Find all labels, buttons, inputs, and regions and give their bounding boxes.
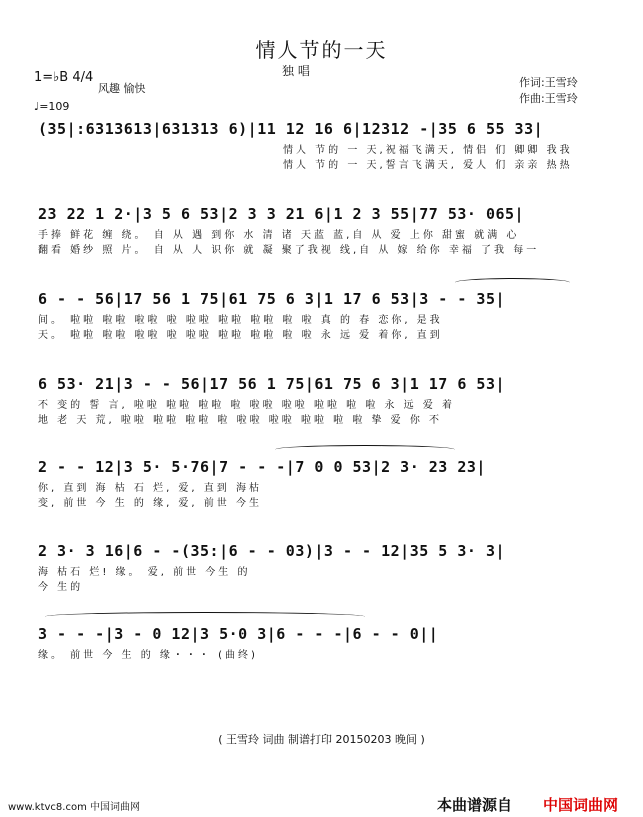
score-row-5 <box>38 458 613 509</box>
lyricist: 作词:王雪玲 <box>519 76 578 89</box>
lyric-row-4a: 不 变的 誓 言, 啦啦 啦啦 啦啦 啦 啦啦 啦啦 啦啦 啦 啦 永 远 爱 着 <box>38 400 456 411</box>
lyric-row-6b: 今 生的 <box>38 582 84 593</box>
page-title: 情人节的一天 <box>255 38 388 62</box>
notes-row-1: (35|:6313613|631313 6)|11 12 16 6|12312 -|35 6 55 33| <box>38 120 544 138</box>
lyric-row-6a: 海 枯石 烂! 缘。 爱, 前世 今生 的 <box>38 567 251 578</box>
site-watermark-left: www.ktvc8.com 中国词曲网 <box>8 802 141 813</box>
notes-row-7: 3 - - -|3 - 0 12|3 5·0 3|6 - - -|6 - - 0|| <box>38 625 439 643</box>
site-brand: 中国词曲网 <box>543 796 619 814</box>
notes-row-4: 6 53· 21|3 - - 56|17 56 1 75|61 75 6 3|1 17 6 53| <box>38 375 506 393</box>
slur-mark <box>45 612 365 621</box>
lyric-row-7a: 缘。 前世 今 生 的 缘・・・ (曲终) <box>38 650 258 661</box>
lyric-row-2b: 翻看 婚纱 照 片。 自 从 人 识你 就 凝 聚了我视 线,自 从 嫁 给你 幸福 了我 每一 <box>38 245 540 256</box>
tempo-marking: ♩=109 <box>34 100 70 113</box>
notes-row-5: 2 - - 12|3 5· 5·76|7 - - -|7 0 0 53|2 3· 23 23| <box>38 458 486 476</box>
lyric-row-2a: 手捧 鲜花 缠 绕。 自 从 遇 到你 水 清 诸 天蓝 蓝,自 从 爱 上你 甜蜜 就满 心 <box>38 230 520 241</box>
composer: 作曲:王雪玲 <box>519 92 578 105</box>
notes-row-3: 6 - - 56|17 56 1 75|61 75 6 3|1 17 6 53|3 - - 35| <box>38 290 506 308</box>
lyric-row-1b: 情人 节的 一 天,誓言飞满天, 爱人 们 亲亲 热热 <box>283 160 573 171</box>
source-label: 本曲谱源自 <box>437 796 513 814</box>
score-row-2 <box>38 205 613 256</box>
notes-row-2: 23 22 1 2·|3 5 6 53|2 3 3 21 6|1 2 3 55|77 53· 065| <box>38 205 525 223</box>
score-row-3 <box>38 290 613 341</box>
notes-row-6: 2 3· 3 16|6 - -(35:|6 - - 03)|3 - - 12|35 5 3· 3| <box>38 542 506 560</box>
lyric-row-5a: 你, 直到 海 枯 石 烂, 爱, 直到 海枯 <box>38 483 262 494</box>
lyric-row-3a: 间。 啦啦 啦啦 啦啦 啦 啦啦 啦啦 啦啦 啦 啦 真 的 春 恋你, 是我 <box>38 315 443 326</box>
lyric-row-1a: 情人 节的 一 天,祝福飞满天, 情侣 们 卿卿 我我 <box>283 145 573 156</box>
lyric-row-3b: 天。 啦啦 啦啦 啦啦 啦 啦啦 啦啦 啦啦 啦 啦 永 远 爱 着你, 直到 <box>38 330 443 341</box>
score-row-7 <box>38 625 613 661</box>
style-marking: 风趣 愉快 <box>98 82 146 95</box>
lyric-row-5b: 变, 前世 今 生 的 缘, 爱, 前世 今生 <box>38 498 262 509</box>
score-row-6 <box>38 542 613 593</box>
slur-mark <box>275 445 455 454</box>
slur-mark <box>455 278 570 287</box>
key-signature: 1=♭B 4/4 <box>34 70 94 85</box>
subtitle: 独 唱 <box>282 64 310 78</box>
lyric-row-4b: 地 老 天 荒, 啦啦 啦啦 啦啦 啦 啦啦 啦啦 啦啦 啦 啦 挚 爱 你 不 <box>38 415 443 426</box>
footer-credit: ( 王雪玲 词曲 制谱打印 20150203 晚间 ) <box>218 733 425 746</box>
score-row-4 <box>38 375 613 426</box>
score-row-1 <box>38 120 613 171</box>
